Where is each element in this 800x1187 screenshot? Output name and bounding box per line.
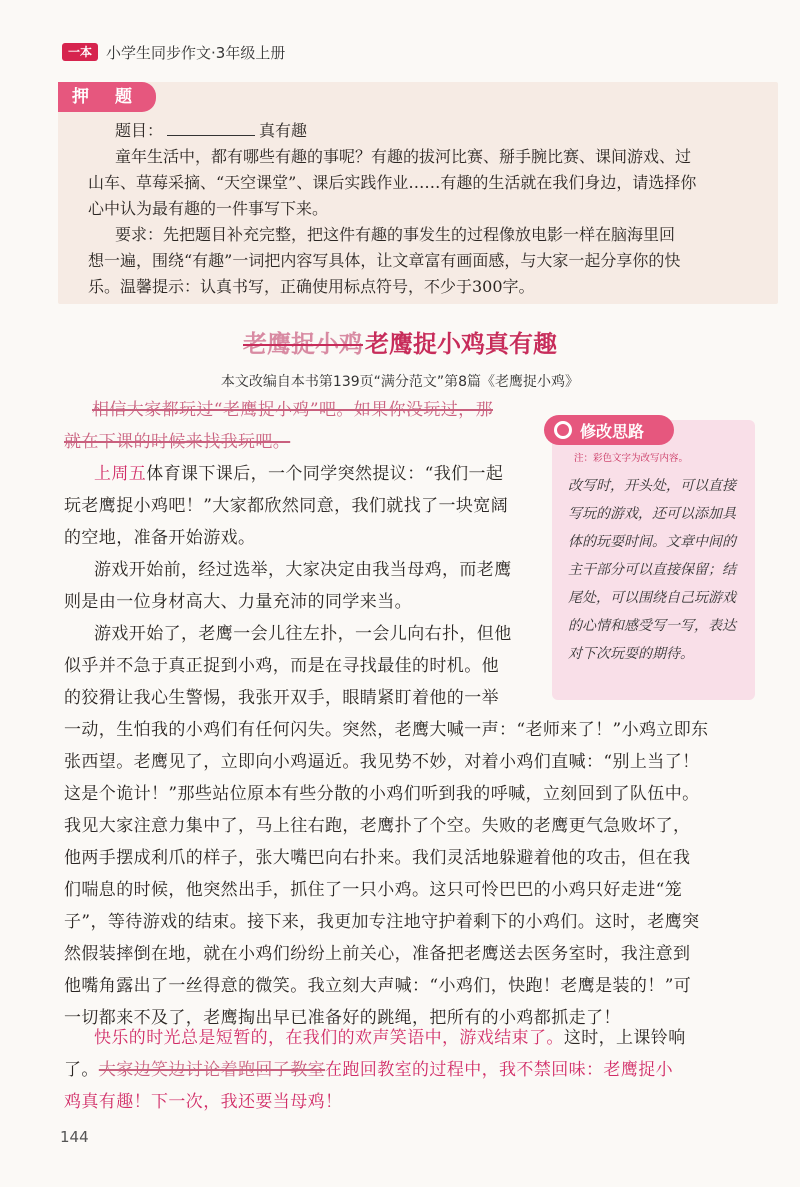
new-title: 老鹰捉小鸡真有趣	[365, 330, 557, 358]
text-line: 子”，等待游戏的结束。接下来，我更加专注地守护着剩下的小鸡们。这时，老鹰突	[64, 912, 700, 932]
edited-text: 在跑回教室的过程中，我不禁回味：老鹰捉小	[325, 1060, 674, 1080]
paragraph-4	[64, 1022, 764, 1118]
prompt-line: 心中认为最有趣的一件事写下来。	[88, 199, 329, 218]
text-line	[64, 1054, 764, 1086]
text-line: 的狡猾让我心生警惕，我张开双手，眼睛紧盯着他的一举	[64, 688, 499, 708]
deleted-intro	[64, 394, 552, 458]
text-line: 这是个诡计！”那些站位原本有些分散的小鸡们听到我的呼喊，立刻回到了队伍中。	[64, 784, 700, 804]
title-suffix: 真有趣	[259, 121, 308, 140]
prompt-line: 乐。温馨提示：认真书写，正确使用标点符号，不少于300字。	[88, 277, 535, 296]
edited-text: 鸡真有趣！下一次，我还要当母鸡！	[64, 1092, 343, 1112]
text-span: 了。	[64, 1060, 99, 1080]
text-line: 们喘息的时候，他突然出手，抓住了一只小鸡。这只可怜巴巴的小鸡只好走进“笼	[64, 880, 683, 900]
text-line: 玩老鹰捉小鸡吧！”大家都欣然同意，我们就找了一块宽阔	[64, 496, 509, 516]
text-span: 这时，上课铃响	[563, 1028, 686, 1048]
text-line: 游戏开始了，老鹰一会儿往左扑，一会儿向右扑，但他	[94, 624, 512, 644]
note-tag	[544, 415, 674, 445]
title-prefix: 题目：	[115, 121, 164, 140]
essay-title	[0, 324, 800, 359]
text-line: 则是由一位身材高大、力量充沛的同学来当。	[64, 592, 412, 612]
deleted-line: 就在下课的时候来找我玩吧。	[64, 432, 291, 452]
text-line: 游戏开始前，经过选举，大家决定由我当母鸡，而老鹰	[94, 560, 512, 580]
text-line: 然假装摔倒在地，就在小鸡们纷纷上前关心，准备把老鹰送去医务室时，我注意到	[64, 944, 691, 964]
source-note: 本文改编自本书第139页“满分范文”第8篇《老鹰捉小鸡》	[220, 374, 580, 390]
text-line: 他两手摆成利爪的样子，张大嘴巴向右扑来。我们灵活地躲避着他的攻击，但在我	[64, 848, 691, 868]
text-line: 他嘴角露出了一丝得意的微笑。我立刻大声喊：“小鸡们，快跑！老鹰是装的！”可	[64, 976, 692, 996]
text-line: 似乎并不急于真正捉到小鸡，而是在寻找最佳的时机。他	[64, 656, 499, 676]
edited-text: 上周五	[94, 464, 147, 484]
prompt-line: 童年生活中，都有哪些有趣的事呢？有趣的拔河比赛、掰手腕比赛、课间游戏、过	[115, 147, 692, 166]
prompt-tag: 押 题	[58, 82, 156, 112]
title-blank	[167, 120, 255, 136]
note-tag-label: 修改思路	[580, 421, 645, 441]
revision-note	[552, 420, 755, 700]
prompt-line: 要求：先把题目补充完整，把这件有趣的事发生的过程像放电影一样在脑海里回	[115, 225, 676, 244]
paragraph-2	[64, 554, 544, 618]
deleted-line: 相信大家都玩过“老鹰捉小鸡”吧。如果你没玩过，那	[92, 400, 493, 420]
text-line	[64, 1022, 764, 1054]
prompt-box	[58, 82, 778, 304]
prompt-title-line	[115, 118, 307, 144]
book-title: 小学生同步作文·3年级上册	[106, 43, 286, 62]
prompt-line: 想一遍，围绕“有趣”一词把内容写具体，让文章富有画面感，与大家一起分享你的快	[88, 251, 681, 270]
text-line: 我见大家注意力集中了，马上往右跑，老鹰扑了个空。失败的老鹰更气急败坏了，	[64, 816, 691, 836]
note-subtitle: 注：彩色文字为改写内容。	[574, 453, 689, 464]
text-line: 的空地，准备开始游戏。	[64, 528, 256, 548]
note-body: 改写时，开头处，可以直接写玩的游戏，还可以添加具体的玩耍时间。文章中间的主干部分可以直接保留；结尾处，可以围绕自己玩游戏的心情和感受写一写，表达对下次玩耍的期待。	[568, 478, 736, 662]
text-line: 一动，生怕我的小鸡们有任何闪失。突然，老鹰大喊一声：“老师来了！”小鸡立即东	[64, 720, 709, 740]
prompt-line: 山车、草莓采摘、“天空课堂”、课后实践作业……有趣的生活就在我们身边，请选择你	[88, 173, 697, 192]
text-line: 一切都来不及了，老鹰掏出早已准备好的跳绳，把所有的小鸡都抓走了！	[64, 1008, 621, 1028]
old-title: 老鹰捉小鸡	[243, 330, 363, 358]
edited-text: 快乐的时光总是短暂的，在我们的欢声笑语中，游戏结束了。	[94, 1028, 564, 1048]
page-header	[62, 40, 285, 64]
text-line	[64, 458, 544, 490]
deleted-text: 大家边笑边讨论着跑回了教室	[98, 1060, 326, 1080]
page-number: 144	[60, 1128, 89, 1146]
text-span: 体育课下课后，一个同学突然提议：“我们一起	[146, 464, 504, 484]
pin-icon	[554, 421, 572, 439]
paragraph-1	[64, 458, 544, 554]
publisher-logo: 一本	[62, 43, 98, 61]
text-line: 张西望。老鹰见了，立即向小鸡逼近。我见势不妙，对着小鸡们直喊：“别上当了！	[64, 752, 700, 772]
